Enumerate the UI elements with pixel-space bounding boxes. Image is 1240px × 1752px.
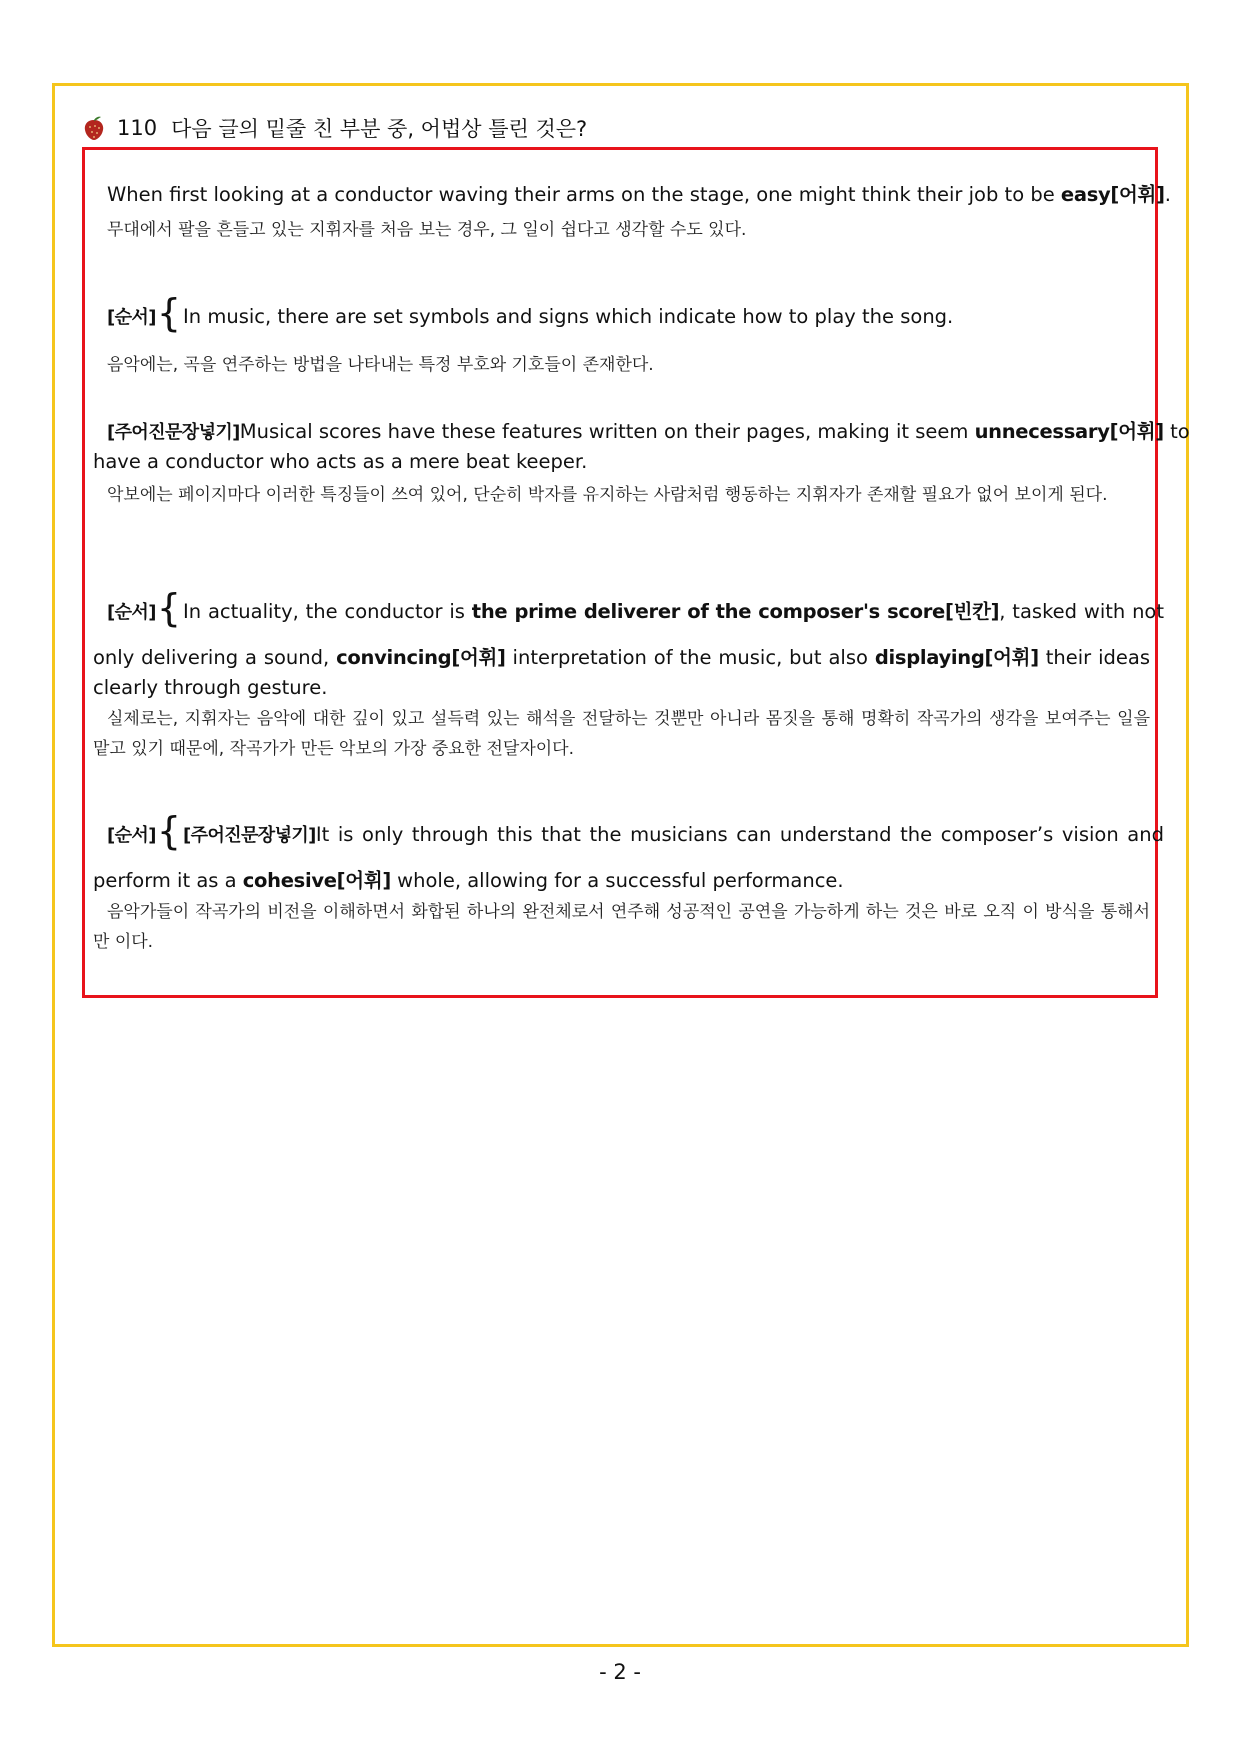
sentence-3-tail: to [1163,420,1190,443]
sentence-4-line2-end: their ideas [1038,646,1150,669]
sentence-3-line2: have a conductor who acts as a mere beat keeper. [93,450,588,473]
sentence-3-text: Musical scores have these features written on their pages, making it seem [239,420,975,443]
page-number: - 2 - [599,1660,641,1684]
sentence-5-line2-start: perform it as a [93,869,243,892]
question-text: 다음 글의 밑줄 친 부분 중, 어법상 틀린 것은? [171,117,588,141]
sentence-5-text: It is only through this that the musicians can understand the composer’s vision and [315,823,1164,846]
insert-sentence-tag: [주어진문장넣기] [183,825,316,846]
underlined-displaying: displaying[어휘] [874,646,1039,669]
sentence-1-text: When first looking at a conductor waving their arms on the stage, one might think their job to be [107,183,1061,206]
sentence-2 [93,291,1164,335]
insert-sentence-tag: [주어진문장넣기] [107,422,240,443]
sentence-5-line2 [93,866,1150,896]
order-tag: [순서] [107,825,156,846]
sentence-1-end: . [1164,183,1171,206]
question-header [83,110,587,146]
sentence-5 [93,809,1164,853]
underlined-unnecessary: unnecessary[어휘] [974,420,1164,443]
sentence-4-line2-start: only delivering a sound, [93,646,337,669]
sentence-2-text: In music, there are set symbols and signs which indicate how to play the song. [183,305,954,328]
order-tag: [순서] [107,602,156,623]
sentence-4 [93,586,1165,630]
underlined-convincing: convincing[어휘] [336,646,506,669]
sentence-5-line2-end: whole, allowing for a successful performance. [390,869,844,892]
sentence-3-translation: 악보에는 페이지마다 이러한 특징들이 쓰여 있어, 단순히 박자를 유지하는 사람처럼 행동하는 지휘자가 존재할 필요가 없어 보이게 된다. [107,485,1108,505]
sentence-3 [93,417,1190,448]
sentence-4-line2-mid: interpretation of the music, but also [505,646,875,669]
brace: { [156,809,182,853]
sentence-4-translation: 실제로는, 지휘자는 음악에 대한 깊이 있고 설득력 있는 해석을 전달하는 것뿐만 아니라 몸짓을 통해 명확히 작곡가의 생각을 보여주는 일을 맡고 있기 때문에, 작곡가가 만든 악보의 가장 중요한 전달자이다. [93,709,1150,759]
underlined-prime-deliverer: the prime deliverer of the composer's score[빈칸] [471,600,1000,623]
sentence-4-line3: clearly through gesture. [93,676,328,699]
underlined-easy: easy[어휘] [1060,183,1165,206]
sentence-1 [93,180,1171,210]
sentence-1-translation: 무대에서 팔을 흔들고 있는 지휘자를 처음 보는 경우, 그 일이 쉽다고 생각할 수도 있다. [107,220,747,240]
order-tag: [순서] [107,307,156,328]
question-number: 110 [117,116,158,140]
sentence-5-translation: 음악가들이 작곡가의 비전을 이해하면서 화합된 하나의 완전체로서 연주해 성공적인 공연을 가능하게 하는 것은 바로 오직 이 방식을 통해서만 이다. [93,902,1150,952]
sentence-4-mid: , tasked with not [999,600,1165,623]
brace: { [156,291,182,335]
sentence-2-translation: 음악에는, 곡을 연주하는 방법을 나타내는 특정 부호와 기호들이 존재한다. [107,355,654,375]
sentence-4-text: In actuality, the conductor is [183,600,472,623]
sentence-4-line2 [93,643,1150,673]
strawberry-icon [83,115,105,141]
underlined-cohesive: cohesive[어휘] [242,869,391,892]
brace: { [156,586,182,630]
